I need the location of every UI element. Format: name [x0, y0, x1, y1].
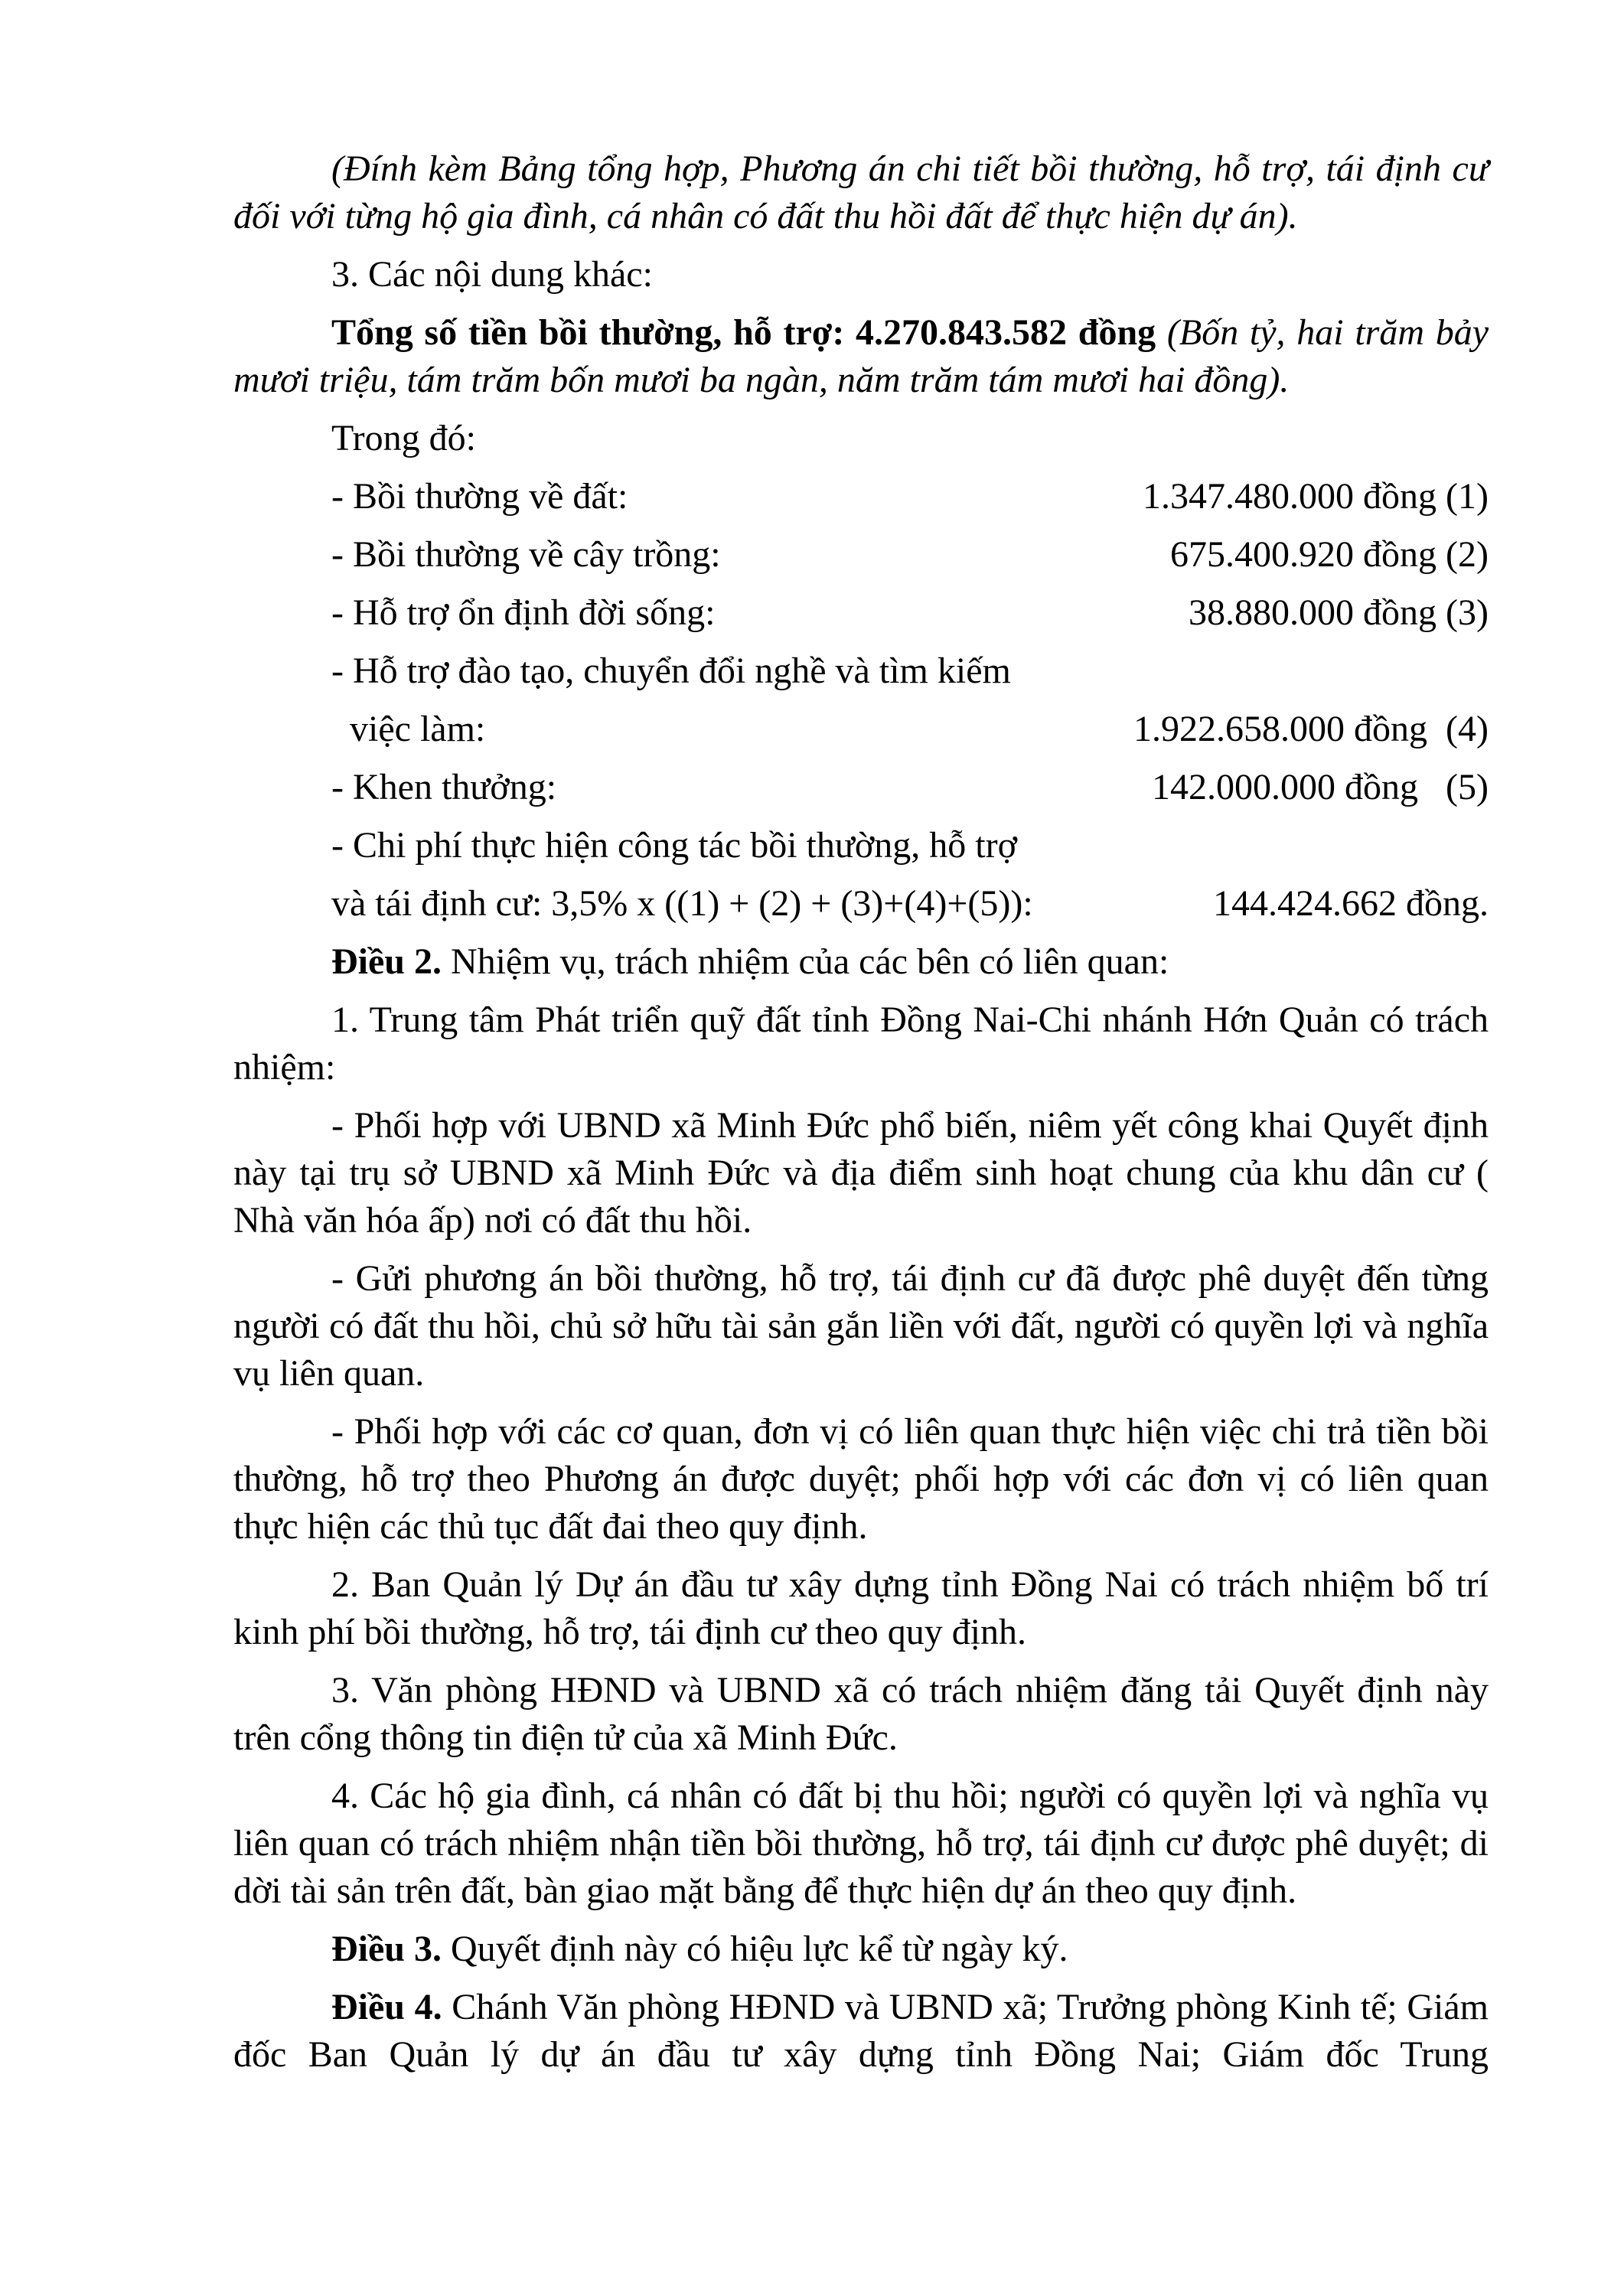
total-amount-bold: Tổng số tiền bồi thường, hỗ trợ: 4.270.843.582 đồng: [331, 312, 1156, 353]
article2-item-4: - Phối hợp với các cơ quan, đơn vị có liên quan thực hiện việc chi trả tiền bồi thường, hỗ trợ theo Phương án được duyệt; phối hợp với các đơn vị có liên quan thực hiện các thủ tục đất đai theo quy định.: [233, 1411, 1489, 1547]
row-amount: 38.880.000 đồng (3): [1189, 592, 1489, 633]
article2-item-3: - Gửi phương án bồi thường, hỗ trợ, tái định cư đã được phê duyệt đến từng người có đất thu hồi, chủ sở hữu tài sản gắn liền với đất, người có quyền lợi và nghĩa vụ liên quan.: [233, 1258, 1489, 1394]
row-label: - Khen thưởng:: [331, 767, 557, 807]
breakdown-row-training-line1: [233, 647, 1489, 695]
breakdown-row-crops: [233, 531, 1489, 579]
article2-item-2: - Phối hợp với UBND xã Minh Đức phổ biến, niêm yết công khai Quyết định này tại trụ sở UBND xã Minh Đức và địa điểm sinh hoạt chung của khu dân cư ( Nhà văn hóa ấp) nơi có đất thu hồi.: [233, 1105, 1489, 1241]
breakdown-row-life-support: [233, 589, 1489, 637]
article3-text: Quyết định này có hiệu lực kể từ ngày ký.: [442, 1929, 1068, 1969]
article3-heading: [233, 1926, 1489, 1973]
article4-text: Chánh Văn phòng HĐND và UBND xã; Trưởng phòng Kinh tế; Giám đốc Ban Quản lý dự án đầu tư xây dựng tỉnh Đồng Nai; Giám đốc Trung: [233, 1987, 1489, 2075]
article4-heading: [233, 1984, 1489, 2079]
row-amount: 1.922.658.000 đồng (4): [1133, 709, 1489, 749]
row-amount: 1.347.480.000 đồng (1): [1143, 476, 1489, 517]
row-label: - Bồi thường về đất:: [331, 476, 628, 517]
row-label: - Chi phí thực hiện công tác bồi thường, hỗ trợ: [331, 825, 1017, 866]
breakdown-row-costs-line1: [233, 822, 1489, 869]
row-amount: 142.000.000 đồng (5): [1152, 767, 1489, 807]
article2-label: Điều 2.: [331, 941, 442, 982]
row-label: - Hỗ trợ đào tạo, chuyển đổi nghề và tìm kiếm: [331, 651, 1011, 691]
row-label: và tái định cư: 3,5% x ((1) + (2) + (3)+(4)+(5)):: [331, 883, 1033, 924]
article2-item-5: 2. Ban Quản lý Dự án đầu tư xây dựng tỉnh Đồng Nai có trách nhiệm bố trí kinh phí bồi thường, hỗ trợ, tái định cư theo quy định.: [233, 1564, 1489, 1652]
breakdown-heading: Trong đó:: [331, 418, 476, 458]
row-amount: 675.400.920 đồng (2): [1170, 534, 1489, 575]
row-label: việc làm:: [350, 709, 486, 749]
total-amount-paragraph: [233, 309, 1489, 404]
article3-label: Điều 3.: [331, 1929, 442, 1969]
breakdown-row-land: [233, 473, 1489, 520]
breakdown-row-reward: [233, 764, 1489, 811]
article2-item-6: 3. Văn phòng HĐND và UBND xã có trách nhiệm đăng tải Quyết định này trên cổng thông tin điện tử của xã Minh Đức.: [233, 1670, 1489, 1758]
attachment-note: (Đính kèm Bảng tổng hợp, Phương án chi tiết bồi thường, hỗ trợ, tái định cư đối với từng hộ gia đình, cá nhân có đất thu hồi đất để thực hiện dự án).: [233, 148, 1489, 236]
article2-item-7: 4. Các hộ gia đình, cá nhân có đất bị thu hồi; người có quyền lợi và nghĩa vụ liên quan có trách nhiệm nhận tiền bồi thường, hỗ trợ, tái định cư được phê duyệt; di dời tài sản trên đất, bàn giao mặt bằng để thực hiện dự án theo quy định.: [233, 1776, 1489, 1911]
row-label: - Hỗ trợ ổn định đời sống:: [331, 592, 716, 633]
total-amount-words: (Bốn tỷ, hai trăm bảy mươi triệu, tám trăm bốn mươi ba ngàn, năm trăm tám mươi hai đồng).: [233, 312, 1489, 400]
section3-heading: 3. Các nội dung khác:: [331, 254, 653, 295]
breakdown-row-training-line2: [233, 706, 1489, 753]
article4-label: Điều 4.: [331, 1987, 442, 2027]
breakdown-row-costs-line2: [233, 880, 1489, 928]
article2-heading: [233, 938, 1489, 986]
row-amount: 144.424.662 đồng.: [1213, 883, 1489, 924]
row-label: - Bồi thường về cây trồng:: [331, 534, 721, 575]
article2-text: Nhiệm vụ, trách nhiệm của các bên có liên quan:: [442, 941, 1169, 982]
document-body: [233, 145, 1489, 2089]
article2-item-1: 1. Trung tâm Phát triển quỹ đất tỉnh Đồng Nai-Chi nhánh Hớn Quản có trách nhiệm:: [233, 1000, 1489, 1088]
